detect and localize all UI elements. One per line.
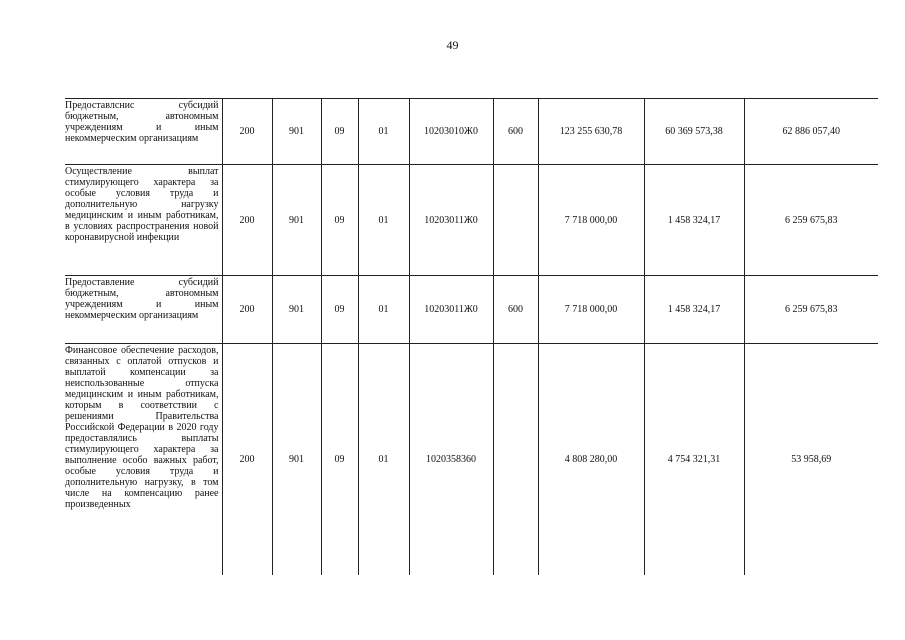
section-cell: 09	[321, 165, 358, 276]
section-code-cell: 200	[222, 99, 272, 165]
amount-cell-3: 53 958,69	[744, 344, 878, 575]
row-description-cell	[65, 276, 222, 344]
table-row	[65, 276, 878, 344]
department-code-cell: 901	[272, 344, 321, 575]
department-code-cell: 901	[272, 276, 321, 344]
target-article-cell: 10203010Ж0	[409, 99, 493, 165]
row-description: Предоставлснис субсидий бюджетным, автономным учреждениям и иным некоммерческим организациям	[65, 100, 219, 144]
section-code-cell: 200	[222, 344, 272, 575]
section-code-cell: 200	[222, 165, 272, 276]
amount-cell-1: 4 808 280,00	[538, 344, 644, 575]
amount-cell-1: 123 255 630,78	[538, 99, 644, 165]
amount-cell-1: 7 718 000,00	[538, 276, 644, 344]
budget-table	[65, 98, 878, 575]
expense-type-cell	[493, 165, 538, 276]
page-number: 49	[446, 38, 459, 52]
amount-cell-2: 4 754 321,31	[644, 344, 744, 575]
row-description: Предоставление субсидий бюджетным, автономным учреждениям и иным некоммерческим организациям	[65, 277, 219, 321]
row-description-cell	[65, 165, 222, 276]
subsection-cell: 01	[358, 276, 409, 344]
section-code-cell: 200	[222, 276, 272, 344]
section-cell: 09	[321, 99, 358, 165]
expense-type-cell	[493, 344, 538, 575]
amount-cell-2: 1 458 324,17	[644, 165, 744, 276]
target-article-cell: 10203011Ж0	[409, 165, 493, 276]
amount-cell-3: 6 259 675,83	[744, 165, 878, 276]
table-body	[65, 99, 878, 575]
amount-cell-2: 60 369 573,38	[644, 99, 744, 165]
amount-cell-3: 6 259 675,83	[744, 276, 878, 344]
expense-type-cell: 600	[493, 276, 538, 344]
department-code-cell: 901	[272, 165, 321, 276]
section-cell: 09	[321, 344, 358, 575]
subsection-cell: 01	[358, 344, 409, 575]
table-row	[65, 99, 878, 165]
row-description-cell	[65, 344, 222, 575]
expense-type-cell: 600	[493, 99, 538, 165]
row-description: Финансовое обеспечение расходов, связанных с оплатой отпусков и выплатой компенсации за неиспользованные отпуска медицинским и иным работникам, которым в соответствии с решениями Правительства Российской Федерации в 2020 году предоставлялись выплаты стимулирующего характера за выполнение особо важных работ, особые условия труда и дополнительную нагрузку, в том числе на компенсацию ранее произведенных	[65, 345, 219, 510]
subsection-cell: 01	[358, 99, 409, 165]
table-row	[65, 344, 878, 575]
target-article-cell: 1020358360	[409, 344, 493, 575]
amount-cell-2: 1 458 324,17	[644, 276, 744, 344]
table-row	[65, 165, 878, 276]
section-cell: 09	[321, 276, 358, 344]
row-description-cell	[65, 99, 222, 165]
amount-cell-3: 62 886 057,40	[744, 99, 878, 165]
department-code-cell: 901	[272, 99, 321, 165]
target-article-cell: 10203011Ж0	[409, 276, 493, 344]
amount-cell-1: 7 718 000,00	[538, 165, 644, 276]
row-description: Осуществление выплат стимулирующего характера за особые условия труда и дополнительную нагрузку медицинским и иным работникам, в условиях распространения новой коронавирусной инфекции	[65, 166, 219, 243]
subsection-cell: 01	[358, 165, 409, 276]
